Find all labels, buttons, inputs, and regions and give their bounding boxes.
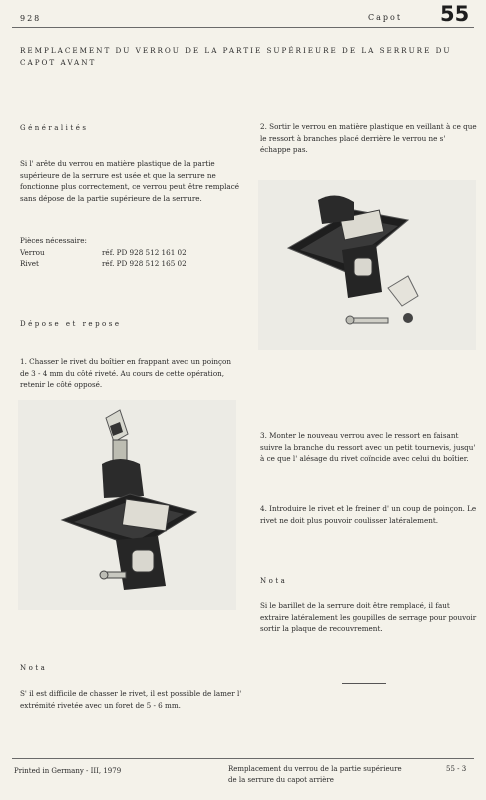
footer-caption [228,764,438,786]
part-ref: réf. PD 928 512 161 02 [102,247,187,257]
page-title: REMPLACEMENT DU VERROU DE LA PARTIE SUPÉRIEURE DE LA SERRURE DU CAPOT AVANT [20,46,452,67]
nota-heading-left: Nota [20,664,48,672]
header-rule [12,27,474,28]
divider-short [342,683,386,684]
model-number: 928 [20,14,42,23]
part-ref: réf. PD 928 512 165 02 [102,259,187,268]
parts-list [20,235,240,270]
depose-heading: Dépose et repose [20,320,122,328]
footer-caption-line: de la serrure du capot arrière [228,776,334,784]
step-4: 4. Introduire le rivet et le freiner d' un coup de poinçon. Le rivet ne doit plus pouvoir coulisser latéralement. [260,504,477,525]
photo-rivet-removal [18,400,236,610]
generalites-text: Si l' arête du verrou en matière plastique de la partie supérieure de la serrure est usée et que la serrure ne fonctionne plus correctement, ce verrou peut être remplacé sans dépose de la partie supérieure de la serrure. [20,159,239,203]
chapter-number: 55 [440,2,470,26]
generalites-heading: Généralités [20,124,89,132]
step-3: 3. Monter le nouveau verrou avec le ressort en faisant suivre la branche du ressort avec un petit tournevis, jusqu' à ce que l' alésage du rivet coïncide avec celui du boîtier. [260,431,476,463]
section-title: Capot [368,13,403,22]
nota-text-right: Si le barillet de la serrure doit être remplacé, il faut extraire latéralement les goupilles de serrage pour pouvoir sortir la plaque de recouvrement. [260,601,477,633]
parts-heading: Pièces nécessaire: [20,236,87,245]
photo-latch-removed [258,180,476,350]
part-name: Verrou [20,247,45,257]
part-row [20,247,240,259]
printed-note: Printed in Germany - III, 1979 [14,767,122,775]
lock-striker-illustration [18,400,236,610]
footer-rule [12,758,474,759]
page-number: 55 - 3 [446,765,467,773]
footer-caption-line: Remplacement du verrou de la partie supérieure [228,765,402,773]
nota-text-left: S' il est difficile de chasser le rivet, il est possible de lamer l' extrémité rivetée avec un foret de 5 - 6 mm. [20,689,242,710]
step-2: 2. Sortir le verrou en matière plastique en veillant à ce que le ressort à branches placé derrière le verrou ne s' échappe pas. [260,122,477,154]
nota-heading-right: Nota [260,577,288,585]
step-1: 1. Chasser le rivet du boîtier en frappant avec un poinçon de 3 - 4 mm du côté riveté. Au cours de cette opération, retenir le côté opposé. [20,357,231,389]
part-row [20,258,240,270]
latch-and-spring-illustration [258,180,476,350]
part-name: Rivet [20,259,39,268]
